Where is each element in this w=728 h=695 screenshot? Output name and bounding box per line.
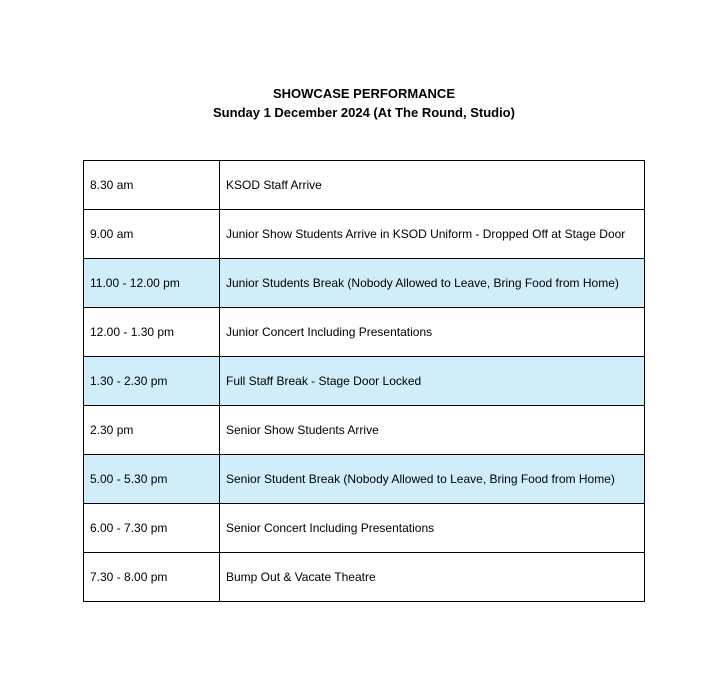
title-heading: SHOWCASE PERFORMANCE bbox=[272, 86, 455, 101]
event-cell: KSOD Staff Arrive bbox=[220, 161, 645, 210]
schedule-row bbox=[84, 504, 645, 553]
schedule-row bbox=[84, 210, 645, 259]
event-cell: Junior Show Students Arrive in KSOD Uniform - Dropped Off at Stage Door bbox=[220, 210, 645, 259]
event-cell: Senior Concert Including Presentations bbox=[220, 504, 645, 553]
title-subheading: Sunday 1 December 2024 (At The Round, Studio) bbox=[213, 105, 515, 120]
schedule-row bbox=[84, 161, 645, 210]
event-cell: Junior Students Break (Nobody Allowed to Leave, Bring Food from Home) bbox=[220, 259, 645, 308]
time-cell: 7.30 - 8.00 pm bbox=[84, 553, 220, 602]
document-title bbox=[0, 84, 728, 122]
time-cell: 8.30 am bbox=[84, 161, 220, 210]
schedule-row bbox=[84, 357, 645, 406]
schedule-row bbox=[84, 553, 645, 602]
time-cell: 6.00 - 7.30 pm bbox=[84, 504, 220, 553]
event-cell: Senior Show Students Arrive bbox=[220, 406, 645, 455]
schedule-row bbox=[84, 455, 645, 504]
schedule-body bbox=[84, 161, 645, 602]
time-cell: 2.30 pm bbox=[84, 406, 220, 455]
schedule-row bbox=[84, 406, 645, 455]
event-cell: Senior Student Break (Nobody Allowed to Leave, Bring Food from Home) bbox=[220, 455, 645, 504]
schedule-row bbox=[84, 259, 645, 308]
event-cell: Full Staff Break - Stage Door Locked bbox=[220, 357, 645, 406]
time-cell: 11.00 - 12.00 pm bbox=[84, 259, 220, 308]
schedule-row bbox=[84, 308, 645, 357]
time-cell: 5.00 - 5.30 pm bbox=[84, 455, 220, 504]
schedule-table bbox=[83, 160, 645, 602]
time-cell: 12.00 - 1.30 pm bbox=[84, 308, 220, 357]
time-cell: 9.00 am bbox=[84, 210, 220, 259]
time-cell: 1.30 - 2.30 pm bbox=[84, 357, 220, 406]
event-cell: Bump Out & Vacate Theatre bbox=[220, 553, 645, 602]
event-cell: Junior Concert Including Presentations bbox=[220, 308, 645, 357]
